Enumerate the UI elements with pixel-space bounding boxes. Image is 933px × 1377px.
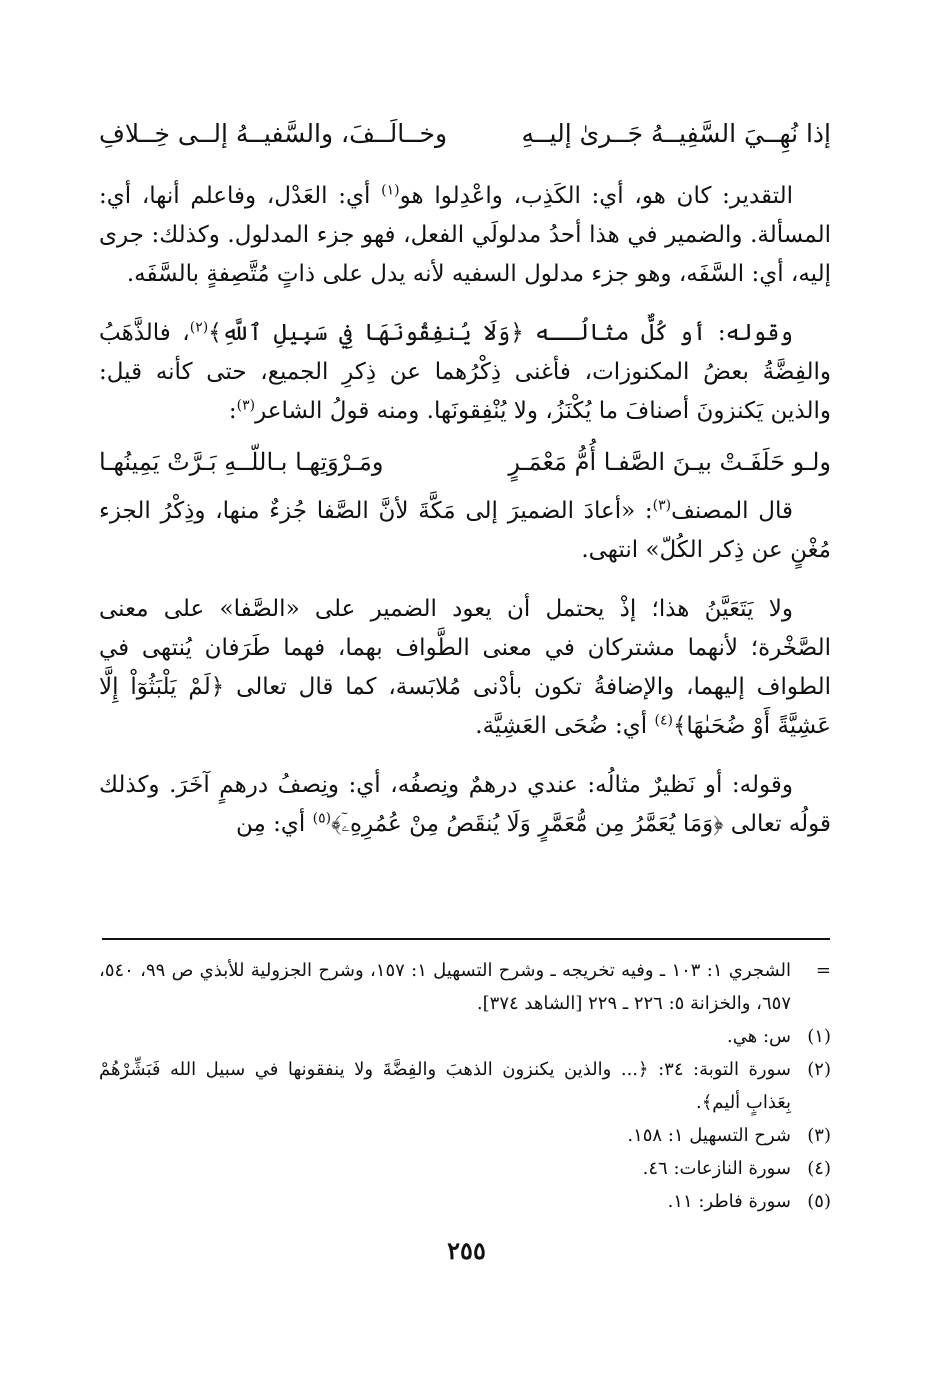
footnotes <box>99 954 831 1218</box>
paragraph-2-cont: ، فالذَّهَبُ والفِضَّةُ بعضُ المكنوزات، فأغنى ذِكْرُهما عن ذِكرِ الجميع، حتى كأنه قيل: والذين يَكنزونَ أصنافَ ما يُكْنَزُ، ولا يُنْفِقونَها. ومنه قولُ الشاعر <box>99 320 831 424</box>
footnote-5 <box>99 1185 831 1218</box>
paragraph-3-cont: : «أعادَ الضميرَ إلى مَكَّةَ لأنَّ الصَّفا جُزءٌ منها، وذِكْرُ الجزء مُغْنٍ عن ذِكر الكُلّ» انتهى. <box>99 498 831 563</box>
footnote-number: (٢) <box>807 1059 831 1080</box>
quoted-verse <box>99 443 831 482</box>
footnote-3 <box>99 1119 831 1152</box>
verse-hemistich-1: إذا نُهِــيَ السَّفِيــهُ جَــرىٰ إليــهِ <box>521 119 831 148</box>
paragraph-3-text: قال المصنف <box>671 498 793 524</box>
main-text <box>99 177 831 864</box>
paragraph-4-text: ولا يَتَعَيَّنُ هذا؛ إذْ يحتمل أن يعود الضمير على «الصَّفا» على معنى الصَّخْرة؛ لأنهما مشتركان في معنى الطَّواف بهما، فهما طَرَفان يُنتهى في الطواف إليهما، والإضافةُ تكون بأدْنى مُلابَسة، كما قال تعالى ﴿لَمْ يَلْبَثُوٓاْ إِلَّا عَشِيَّةً أَوْ ضُحَىٰهَا﴾ <box>99 596 831 739</box>
footnote-ref-2[interactable]: (٢) <box>189 319 209 336</box>
footnote-number: (٥) <box>807 1191 831 1212</box>
footnote-number: (٣) <box>807 1125 831 1146</box>
page-number: ٢٥٥ <box>447 1236 486 1265</box>
footnote-continuation <box>99 954 831 1020</box>
footnote-number: (٤) <box>807 1158 831 1179</box>
quoted-verse-hemistich-1: ولـو حَلَفَـتْ بيـنَ الصَّفـا أُمُّ مَعْمَـرٍ <box>508 448 831 476</box>
paragraph-2-end: : <box>228 398 237 424</box>
paragraph-3 <box>99 492 831 570</box>
paragraph-1-text: التقدير: كان هو، أي: الكَذِب، واعْدِلوا هو <box>399 183 793 209</box>
footnote-number: (١) <box>807 1026 831 1047</box>
paragraph-5-text: وقوله: أو نَظيرٌ مثالُه: عندي درهمٌ ونِصفُه، أي: ونِصفُ درهمٍ آخَرَ. وكذلك قولُه تعالى ﴿وَمَا يُعَمَّرُ مِن مُّعَمَّرٍ وَلَا يُنقَصُ مِنْ عُمُرِهِۦٓ﴾ <box>99 772 831 837</box>
footnote-4 <box>99 1152 831 1185</box>
footnote-text: س: هي. <box>727 1026 791 1047</box>
footnote-text: سورة النازعات: ٤٦. <box>642 1158 791 1179</box>
footnote-2 <box>99 1053 831 1119</box>
paragraph-1-cont: أي: العَدْل، وفاعلم أنها، أي: المسألة. والضمير في هذا أحدُ مدلولَي الفعل، فهو جزء المدلول. وكذلك: جرى إليه، أي: السَّفَه، وهو جزء مدلول السفيه لأنه يدل على ذاتٍ مُتَّصِفةٍ بالسَّفَه. <box>99 183 831 287</box>
footnote-text: سورة فاطر: ١١. <box>667 1191 791 1212</box>
footnote-ref-3b[interactable]: (٣) <box>652 497 672 514</box>
footnote-1 <box>99 1020 831 1053</box>
quoted-verse-hemistich-2: ومَـرْوَتِهـا بـاللّــهِ بَـرَّتْ يَمِينُهـا <box>99 448 384 476</box>
opening-verse <box>99 114 831 154</box>
footnote-text: سورة التوبة: ٣٤: ﴿... والذين يكنزون الذهبَ والفِضَّةَ ولا ينفقونها في سبيل الله فَبَشِّرْهُمْ بِعَذابٍ أليم﴾. <box>99 1059 791 1113</box>
footnote-ref-5[interactable]: (٥) <box>312 810 332 827</box>
continuation-mark: = <box>815 960 831 981</box>
continuation-text: الشجري ١: ١٠٣ ـ وفيه تخريجه ـ وشرح التسهيل ١: ١٥٧، وشرح الجزولية للأبذي ص ٩٩، ٥٤٠، ٦٥٧، والخزانة ٥: ٢٢٦ ـ ٢٢٩ [الشاهد ٣٧٤]. <box>99 960 791 1014</box>
paragraph-4 <box>99 590 831 746</box>
footnote-ref-3[interactable]: (٣) <box>236 397 256 414</box>
footnote-ref-4[interactable]: (٤) <box>654 712 673 729</box>
paragraph-2 <box>99 314 831 431</box>
footnote-text: شرح التسهيل ١: ١٥٨. <box>627 1125 791 1146</box>
paragraph-1 <box>99 177 831 294</box>
footnote-divider <box>102 938 830 940</box>
verse-hemistich-2: وخــالَــفَ، والسَّفيــهُ إلــى خِــلافِ <box>99 119 448 148</box>
footnote-ref-1[interactable]: (١) <box>381 182 400 199</box>
paragraph-4-cont: أي: ضُحَى العَشِيَّة. <box>475 713 655 739</box>
paragraph-5-cont: أي: مِن <box>236 811 313 837</box>
paragraph-2-text: وقوله: أو كُلٌّ مثالُــه ﴿وَلَا يُنفِقُونَهَا فِي سَبِيلِ ٱللَّهِ﴾ <box>208 320 793 346</box>
paragraph-5 <box>99 766 831 844</box>
